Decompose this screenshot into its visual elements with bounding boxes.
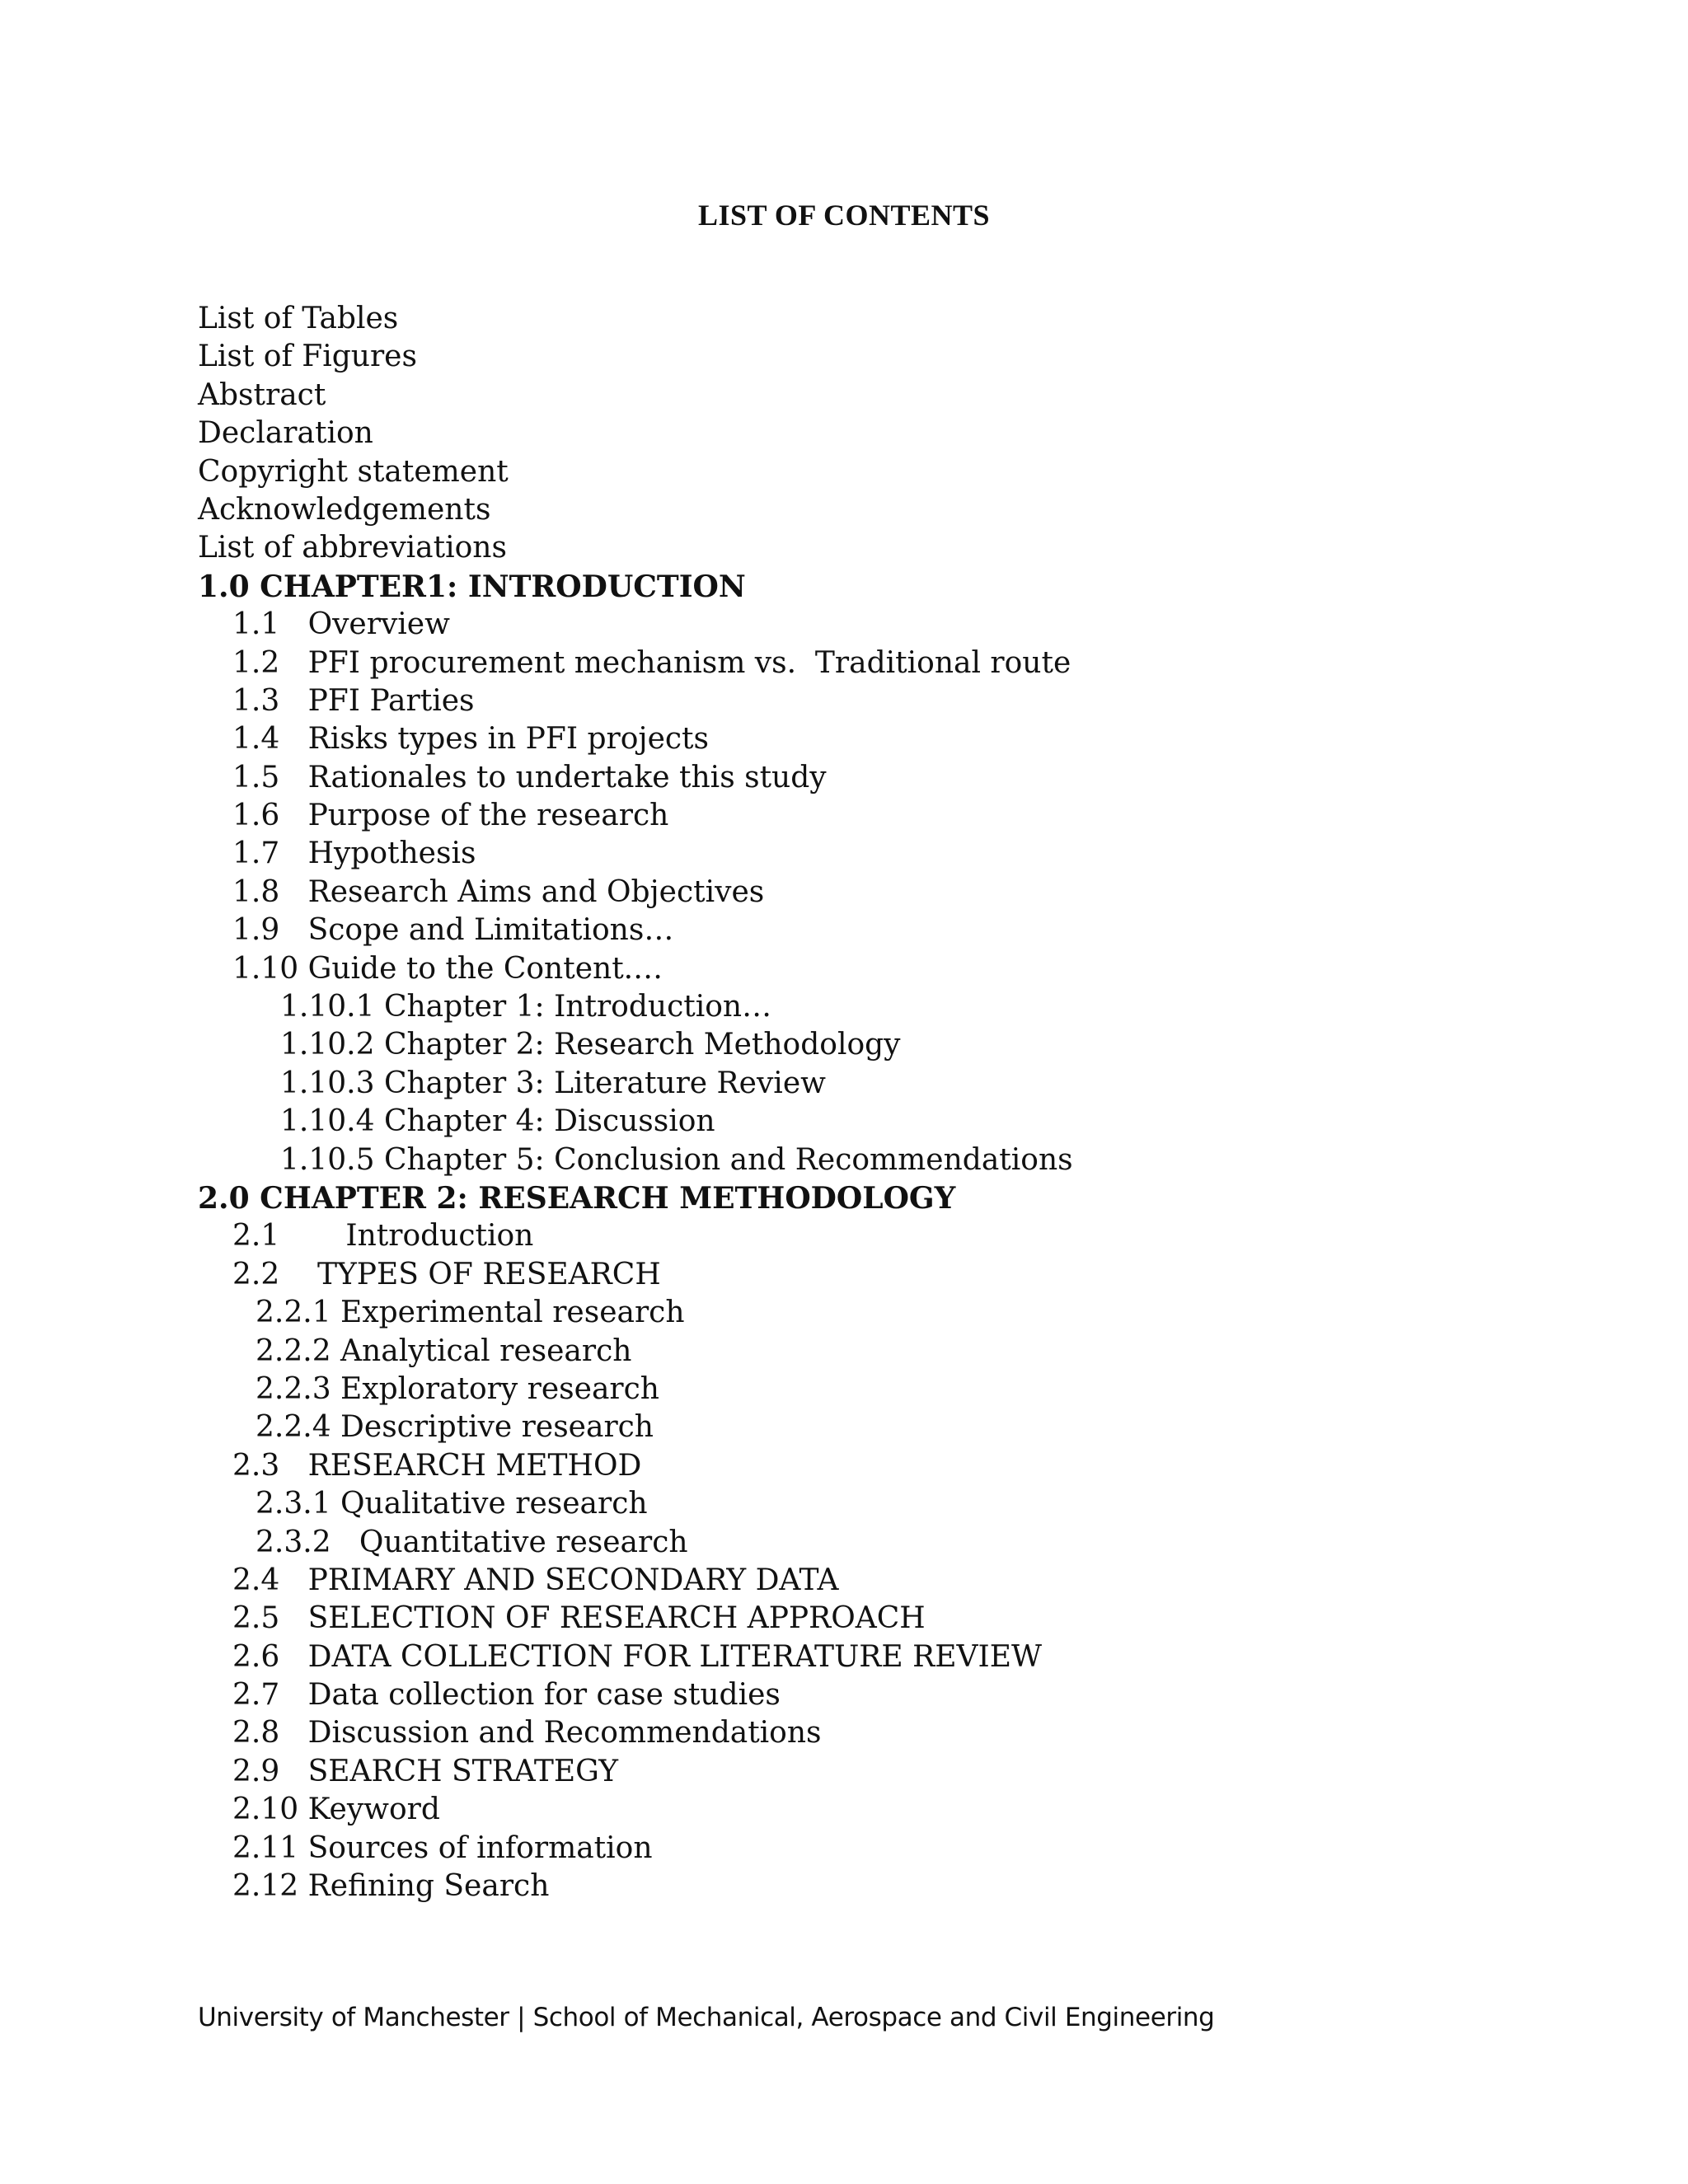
toc-entry: 2.4 PRIMARY AND SECONDARY DATA: [232, 1563, 839, 1597]
toc-entry: 2.8 Discussion and Recommendations: [232, 1716, 822, 1750]
toc-entry: 1.10.3 Chapter 3: Literature Review: [280, 1066, 826, 1100]
toc-chapter-heading: 2.0 CHAPTER 2: RESEARCH METHODOLOGY: [198, 1180, 956, 1216]
toc-entry: 1.10.4 Chapter 4: Discussion: [280, 1104, 715, 1139]
toc-entry: 1.2 PFI procurement mechanism vs. Traditional route: [232, 645, 1071, 680]
toc-entry: 2.9 SEARCH STRATEGY: [232, 1754, 618, 1788]
toc-entry: 2.3 RESEARCH METHOD: [232, 1448, 642, 1483]
toc-entry: List of abbreviations: [198, 531, 507, 565]
toc-entry: List of Figures: [198, 340, 417, 374]
page-title: LIST OF CONTENTS: [697, 199, 991, 232]
toc-entry: 2.12 Refining Search: [232, 1869, 550, 1904]
toc-entry: 1.7 Hypothesis: [232, 837, 476, 871]
toc-entry: 1.4 Risks types in PFI projects: [232, 722, 709, 757]
toc-entry: 2.3.2 Quantitative research: [256, 1525, 688, 1559]
toc-entry: 2.7 Data collection for case studies: [232, 1678, 781, 1713]
toc-entry: 2.11 Sources of information: [232, 1830, 653, 1865]
page-footer: University of Manchester | School of Mechanical, Aerospace and Civil Engineering: [198, 2003, 1215, 2032]
toc-entry: Acknowledgements: [198, 492, 491, 527]
toc-entry: 2.2.4 Descriptive research: [256, 1410, 654, 1445]
toc-entry: 1.6 Purpose of the research: [232, 799, 669, 833]
toc-entry: Declaration: [198, 416, 373, 451]
toc-entry: 1.8 Research Aims and Objectives: [232, 874, 765, 909]
toc-entry: List of Tables: [198, 302, 399, 335]
toc-entry: 1.1 Overview: [232, 607, 450, 642]
toc-entry: 2.2.2 Analytical research: [256, 1333, 632, 1368]
toc-entry: 2.1 Introduction: [232, 1219, 534, 1254]
toc-entry: 1.10.2 Chapter 2: Research Methodology: [280, 1028, 901, 1062]
toc-entry: 2.6 DATA COLLECTION FOR LITERATURE REVIEW: [232, 1639, 1043, 1674]
table-of-contents: [198, 300, 1517, 1905]
toc-entry: 1.10.1 Chapter 1: Introduction…: [280, 990, 772, 1024]
toc-entry: 1.3 PFI Parties: [232, 683, 475, 718]
toc-entry: 2.10 Keyword: [232, 1793, 440, 1827]
toc-entry: 1.9 Scope and Limitations…: [232, 913, 674, 948]
toc-entry: 2.2 TYPES OF RESEARCH: [232, 1257, 661, 1291]
toc-entry: 2.2.1 Experimental research: [256, 1296, 685, 1330]
toc-entry: 2.3.1 Qualitative research: [256, 1487, 648, 1521]
toc-entry: 1.5 Rationales to undertake this study: [232, 760, 827, 794]
toc-entry: 1.10.5 Chapter 5: Conclusion and Recommendations: [280, 1142, 1073, 1177]
toc-entry: 2.2.3 Exploratory research: [256, 1371, 659, 1406]
toc-chapter-heading: 1.0 CHAPTER1: INTRODUCTION: [198, 569, 746, 604]
toc-entry: 2.5 SELECTION OF RESEARCH APPROACH: [232, 1601, 926, 1636]
toc-entry: Copyright statement: [198, 454, 509, 489]
toc-entry: Abstract: [198, 377, 326, 412]
toc-entry: 1.10 Guide to the Content.…: [232, 951, 663, 986]
